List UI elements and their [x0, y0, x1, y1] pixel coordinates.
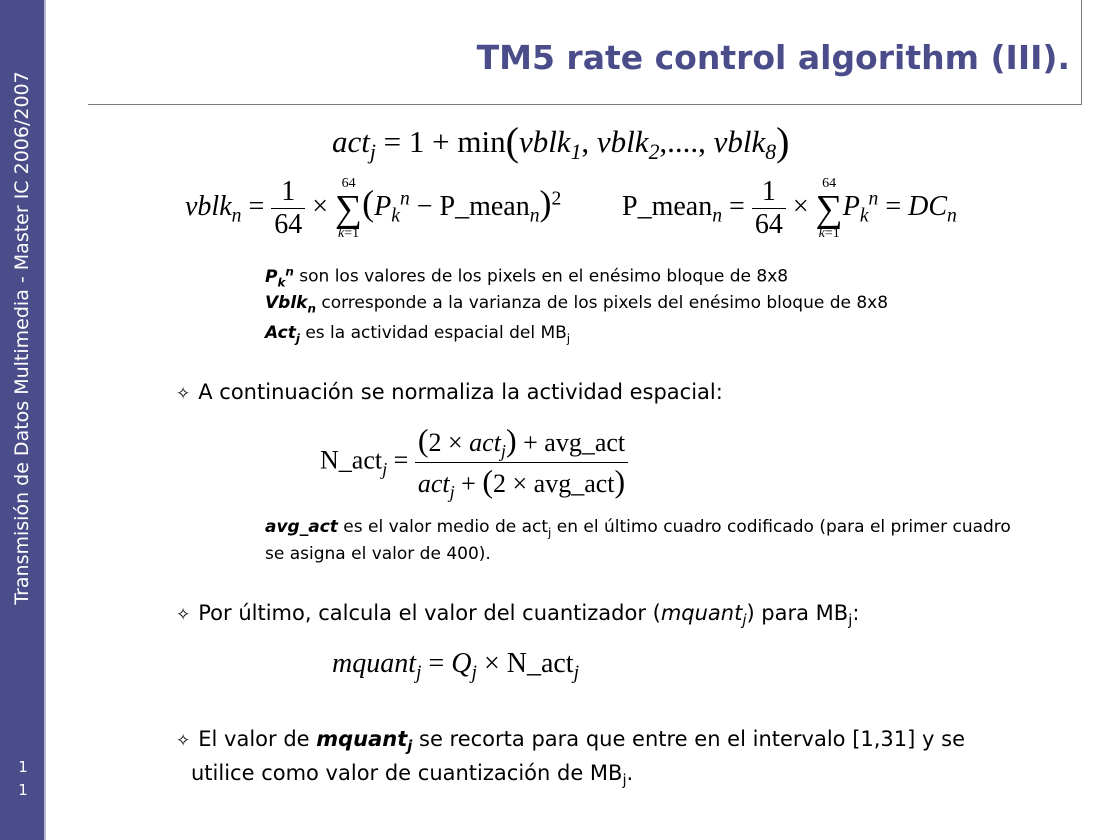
bullet-quantizer: ✧ Por último, calcula el valor del cuantizador (mquant$_j$) para $MB_j$:	[176, 601, 860, 630]
slide-number-line2: 1	[18, 781, 28, 799]
bullet-star-icon: ✧	[176, 731, 191, 751]
formula-mquant: mquant$_j$ = $Q_j$ × N_act$_j$	[332, 648, 580, 684]
definition-act: Act$_j$ es la actividad espacial del $MB_j$	[265, 323, 571, 346]
formula-act: act$_j$ = 1 + min(vblk$_1$, vblk$_2$,...., vblk$_8$)	[332, 119, 790, 165]
avg-act-description: avg_act es el valor medio de act$_j$ en el último cuadro codificado (para el primer cuadro se asigna el valor de 400).	[265, 517, 1011, 565]
definition-pkn: $P_k^n$ son los valores de los pixels en el enésimo bloque de 8x8	[265, 264, 789, 290]
page-title: TM5 rate control algorithm (III).	[476, 38, 1070, 77]
bullet-star-icon: ✧	[176, 605, 191, 625]
formula-p-mean: P_mean$_n$ = $\frac{1}{64}$ × 64 ∑ k=1 $P_k^n = DC_n$	[622, 175, 957, 241]
title-vertical-divider	[1081, 0, 1082, 105]
formula-n-act: N_act$_j$ = $\frac{(2 \times act_j) + avg\_act}{act_j + (2 \times avg\_act)}$	[320, 422, 628, 503]
slide-number-line1: 1	[18, 758, 28, 776]
definition-vblk: Vblk$_n$ corresponde a la varianza de los pixels del enésimo bloque de 8x8	[265, 293, 889, 316]
bullet-star-icon: ✧	[176, 384, 191, 404]
formula-vblk: vblk$_n$ = $\frac{1}{64}$ × 64 ∑ k=1 ($P_k^n$ − P_mean$_n$)$^2$	[185, 175, 562, 241]
bullet-normalize: ✧ A continuación se normaliza la actividad espacial:	[176, 380, 723, 404]
sidebar	[0, 0, 46, 840]
title-divider	[88, 104, 1082, 105]
bullet-clip: ✧ El valor de mquant$_j$ se recorta para que entre en el intervalo [1,31] y se utilice como valor de cuantización de $MB_j$.	[176, 727, 965, 790]
course-label: Transmisión de Datos Multimedia - Master IC 2006/2007	[11, 71, 33, 605]
